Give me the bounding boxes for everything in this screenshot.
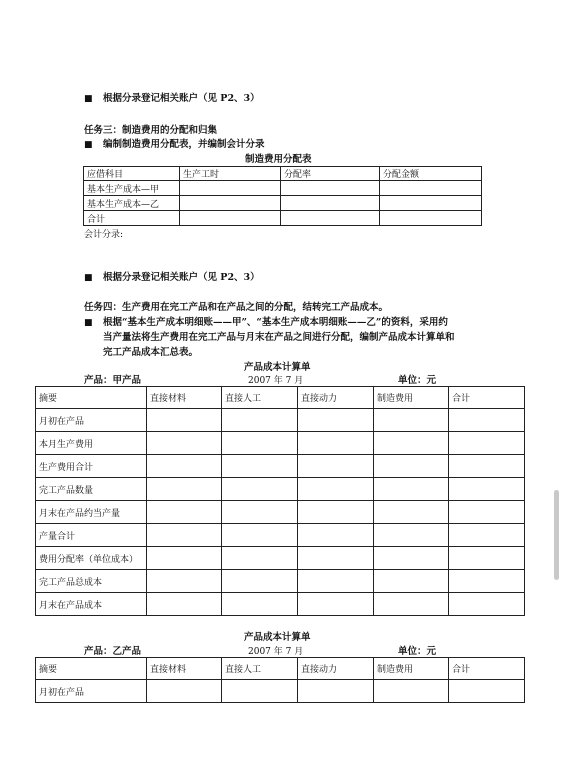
header-cell: 合计	[449, 658, 525, 680]
header-cell: 摘要	[36, 387, 147, 409]
row-label: 基本生产成本—乙	[84, 196, 180, 211]
row-label: 月末在产品成本	[36, 593, 147, 616]
cost-table-b-title: 产品成本计算单	[244, 632, 311, 643]
row-label: 基本生产成本—甲	[84, 181, 180, 196]
table-header-row	[84, 167, 482, 181]
row-label: 合计	[84, 211, 180, 226]
cost-table-a-title: 产品成本计算单	[244, 362, 311, 373]
journal-note: 会计分录:	[84, 230, 124, 240]
header-cell: 直接动力	[298, 658, 374, 680]
alloc-table-title: 制造费用分配表	[245, 154, 312, 165]
header-cell: 摘要	[36, 658, 147, 680]
table-row	[36, 409, 525, 432]
header-cell: 直接动力	[298, 387, 374, 409]
sec1-bullet-text: 根据分录登记相关账户（见 P2、3）	[103, 93, 260, 104]
table-row	[36, 547, 525, 570]
table-row	[36, 593, 525, 616]
bullet-square: ■	[84, 94, 93, 104]
table-row	[84, 211, 482, 226]
row-label: 月初在产品	[36, 680, 147, 703]
task4-bullet-line2: 当产量法将生产费用在完工产品与月末在产品之间进行分配，编制产品成本计算单和	[103, 332, 455, 343]
header-cell: 直接人工	[222, 387, 298, 409]
header-cell: 直接材料	[147, 387, 222, 409]
bullet-square: ■	[84, 318, 93, 328]
header-cell: 分配金额	[380, 167, 482, 181]
table-row	[36, 501, 525, 524]
header-cell: 直接材料	[147, 658, 222, 680]
table-row	[36, 570, 525, 593]
table-row	[36, 524, 525, 547]
table-row	[36, 680, 525, 703]
task4-title: 任务四：生产费用在完工产品和在产品之间的分配，结转完工产品成本。	[84, 302, 389, 313]
row-label: 生产费用合计	[36, 455, 147, 478]
task3-title: 任务三：制造费用的分配和归集	[84, 125, 218, 136]
cost-table-b-product: 产品：乙产品	[84, 646, 142, 657]
cost-table-a-period: 2007 年 7 月	[248, 376, 304, 386]
cell	[180, 211, 281, 226]
cost-table-b	[35, 657, 525, 703]
header-cell: 合计	[449, 387, 525, 409]
header-cell: 分配率	[281, 167, 380, 181]
table-row	[36, 455, 525, 478]
cell	[380, 181, 482, 196]
task4-bullet-line1: 根据“基本生产成本明细账——甲”、“基本生产成本明细账——乙”的资料，采用约	[103, 317, 448, 328]
vertical-scrollbar[interactable]	[554, 490, 559, 580]
header-cell: 制造费用	[374, 658, 449, 680]
header-cell: 生产工时	[180, 167, 281, 181]
cell	[380, 196, 482, 211]
table-row	[84, 196, 482, 211]
row-label: 完工产品数量	[36, 478, 147, 501]
task3-bullet-text: 编制制造费用分配表，并编制会计分录	[103, 139, 265, 150]
row-label: 费用分配率（单位成本）	[36, 547, 147, 570]
table-row	[36, 478, 525, 501]
bullet-square: ■	[84, 140, 93, 150]
cell	[380, 211, 482, 226]
cost-table-a	[35, 386, 525, 616]
row-label: 本月生产费用	[36, 432, 147, 455]
sec2-bullet-text: 根据分录登记相关账户（见 P2、3）	[103, 272, 260, 283]
row-label: 月初在产品	[36, 409, 147, 432]
header-cell: 直接人工	[222, 658, 298, 680]
task4-bullet-line3: 完工产品成本汇总表。	[103, 347, 199, 358]
table-row	[84, 181, 482, 196]
bullet-square: ■	[84, 273, 93, 283]
cost-table-a-product: 产品：甲产品	[84, 375, 142, 386]
cell	[281, 211, 380, 226]
table-header-row	[36, 658, 525, 680]
cell	[281, 181, 380, 196]
cost-table-b-period: 2007 年 7 月	[248, 647, 304, 657]
alloc-table	[83, 166, 482, 226]
cell	[180, 196, 281, 211]
row-label: 产量合计	[36, 524, 147, 547]
header-cell: 制造费用	[374, 387, 449, 409]
header-cell: 应借科目	[84, 167, 180, 181]
row-label: 月末在产品约当产量	[36, 501, 147, 524]
table-row	[36, 432, 525, 455]
cost-table-b-unit: 单位：元	[398, 646, 437, 657]
row-label: 完工产品总成本	[36, 570, 147, 593]
cell	[281, 196, 380, 211]
table-header-row	[36, 387, 525, 409]
cell	[180, 181, 281, 196]
cost-table-a-unit: 单位：元	[398, 375, 437, 386]
